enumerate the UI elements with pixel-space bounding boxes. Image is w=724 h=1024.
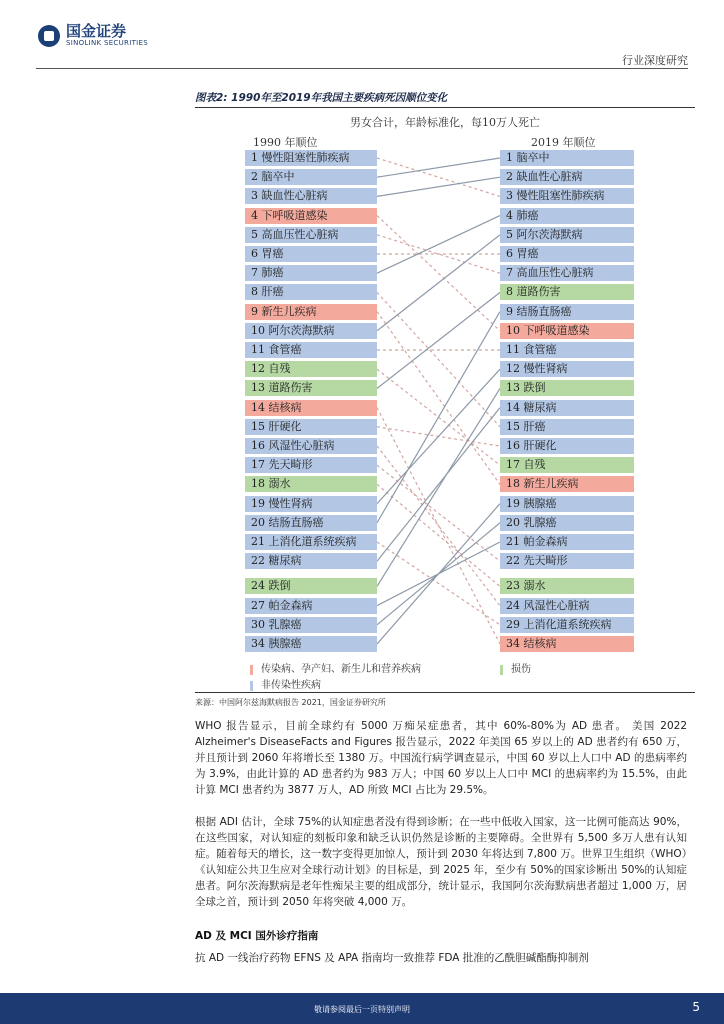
legend-infectious-label: 传染病、孕产妇、新生儿和营养疾病 [261,664,421,675]
left-rank-box: 1 慢性阻塞性肺疾病 [245,150,377,166]
right-rank-box: 20 乳腺癌 [500,515,634,531]
connector-line [377,542,500,625]
paragraph-1: WHO 报告显示，目前全球约有 5000 万痴呆症患者，其中 60%-80%为 AD 患者。 美国 2022 Alzheimer's DiseaseFacts and Figures 报告显示，2022 年美国 65 岁以上的 AD 患者约有 650 万，并且预计到 2060 年将增长至 1380 万。中国流行病学调查显示，中国 60 岁以上人口中 AD 的患病率约为 3.9%，由此计算的 AD 患者约为 983 万人；中国 60 岁以上人口中 MCI 的患病率约为 15.5%，由此计算 MCI 患者约为 3877 万人，AD 所致 MCI 占比为 29.5%。 [195,720,687,796]
legend-injury [500,660,531,675]
right-rank-box: 5 阿尔茨海默病 [500,227,634,243]
left-rank-box: 17 先天畸形 [245,457,377,473]
connector-line [377,216,500,331]
figure-top-rule [195,107,695,108]
left-rank-box: 24 跌倒 [245,578,377,594]
right-rank-box: 4 肺癌 [500,208,634,224]
connector-line [377,158,500,196]
page-number: 5 [692,1000,700,1014]
right-rank-box: 3 慢性阻塞性肺疾病 [500,188,634,204]
right-rank-box: 2 缺血性心脏病 [500,169,634,185]
connector-line [377,292,500,426]
left-rank-box: 5 高血压性心脏病 [245,227,377,243]
connector-line [377,158,500,177]
left-rank-box: 3 缺血性心脏病 [245,188,377,204]
left-column-header: 1990 年顺位 [253,136,318,149]
right-rank-box: 22 先天畸形 [500,553,634,569]
left-rank-box: 30 乳腺癌 [245,617,377,633]
right-rank-box: 18 新生儿疾病 [500,476,634,492]
connector-line [377,408,500,644]
left-rank-box: 34 胰腺癌 [245,636,377,652]
left-rank-box: 20 结肠直肠癌 [245,515,377,531]
legend-infectious [250,660,421,675]
right-rank-box: 10 下呼吸道感染 [500,323,634,339]
left-rank-box: 4 下呼吸道感染 [245,208,377,224]
legend-noncommunicable-marker [250,681,253,691]
chart-subtitle: 男女合计，年龄标准化，每10万人死亡 [350,116,540,129]
footer-disclaimer: 敬请参阅最后一页特别声明 [314,1005,410,1014]
figure-bottom-rule [195,692,695,693]
legend-infectious-marker [250,665,253,675]
left-rank-box: 16 风湿性心脏病 [245,438,377,454]
right-rank-box: 21 帕金森病 [500,534,634,550]
left-rank-box: 13 道路伤害 [245,380,377,396]
left-rank-box: 21 上消化道系统疾病 [245,534,377,550]
logo-text-cn: 国金证券 [66,22,127,40]
header-divider [36,68,688,69]
right-rank-box: 1 脑卒中 [500,150,634,166]
connector-line [377,235,500,331]
right-rank-box: 34 结核病 [500,636,634,652]
company-logo [38,24,148,47]
connector-line [377,216,500,274]
right-column-header: 2019 年顺位 [531,136,596,149]
connector-line [377,369,500,503]
right-rank-box: 24 风湿性心脏病 [500,598,634,614]
left-rank-box: 7 肺癌 [245,265,377,281]
right-rank-box: 29 上消化道系统疾病 [500,617,634,633]
left-rank-box: 6 胃癌 [245,246,377,262]
figure-source: 来源：中国阿尔兹海默病报告 2021，国金证券研究所 [195,698,386,707]
connector-line [377,312,500,485]
right-rank-box: 9 结肠直肠癌 [500,304,634,320]
left-rank-box: 27 帕金森病 [245,598,377,614]
paragraph-2: 根据 ADI 估计，全球 75%的认知症患者没有得到诊断；在一些中低收入国家，这一比例可能高达 90%，在这些国家，对认知症的刻板印象和缺乏认识仍然是诊断的主要障碍。全世界有 5,500 多万人患有认知症。随着每天的增长，这一数字变得更加惊人，预计到 2030 年将达到 7,800 万。世界卫生组织（WHO）《认知症公共卫生应对全球行动计划》的目标是，到 2025 年，至少有 50%的国家诊断出 50%的认知症患者。阿尔茨海默病是老年性痴呆主要的组成部分，统计显示，我国阿尔茨海默病患者超过 1,000 万，居全球之首，预计到 2050 年将突破 4,000 万。 [195,816,687,908]
right-rank-box: 14 糖尿病 [500,400,634,416]
right-rank-box: 7 高血压性心脏病 [500,265,634,281]
right-rank-box: 19 胰腺癌 [500,496,634,512]
connector-line [377,465,500,561]
legend-injury-label: 损伤 [511,664,531,675]
death-rank-chart [195,110,695,690]
legend-noncommunicable-label: 非传染性疾病 [261,680,321,691]
right-rank-box: 17 自残 [500,457,634,473]
right-rank-box: 16 肝硬化 [500,438,634,454]
legend-injury-marker [500,665,503,675]
connector-line [377,292,500,388]
section-heading: AD 及 MCI 国外诊疗指南 [195,930,319,942]
section-label: 行业深度研究 [622,54,688,67]
left-rank-box: 9 新生儿疾病 [245,304,377,320]
right-rank-box: 11 食管癌 [500,342,634,358]
logo-mark [38,25,60,47]
left-rank-box: 2 脑卒中 [245,169,377,185]
legend-noncommunicable [250,676,321,691]
left-rank-box: 11 食管癌 [245,342,377,358]
left-rank-box: 8 肝癌 [245,284,377,300]
figure-title: 图表2: 1990年至2019年我国主要疾病死因顺位变化 [195,92,448,104]
left-rank-box: 12 自残 [245,361,377,377]
left-rank-box: 10 阿尔茨海默病 [245,323,377,339]
paragraph-3: 抗 AD 一线治疗药物 EFNS 及 APA 指南均一致推荐 FDA 批准的乙酰胆碱酯酶抑制剂 [195,952,589,964]
logo-text-en: SINOLINK SECURITIES [66,39,148,47]
left-rank-box: 15 肝硬化 [245,419,377,435]
right-rank-box: 12 慢性肾病 [500,361,634,377]
right-rank-box: 15 肝癌 [500,419,634,435]
connector-line [377,484,500,586]
left-rank-box: 22 糖尿病 [245,553,377,569]
left-rank-box: 18 溺水 [245,476,377,492]
left-rank-box: 14 结核病 [245,400,377,416]
left-rank-box: 19 慢性肾病 [245,496,377,512]
right-rank-box: 23 溺水 [500,578,634,594]
right-rank-box: 6 胃癌 [500,246,634,262]
right-rank-box: 8 道路伤害 [500,284,634,300]
right-rank-box: 13 跌倒 [500,380,634,396]
connector-line [377,177,500,196]
